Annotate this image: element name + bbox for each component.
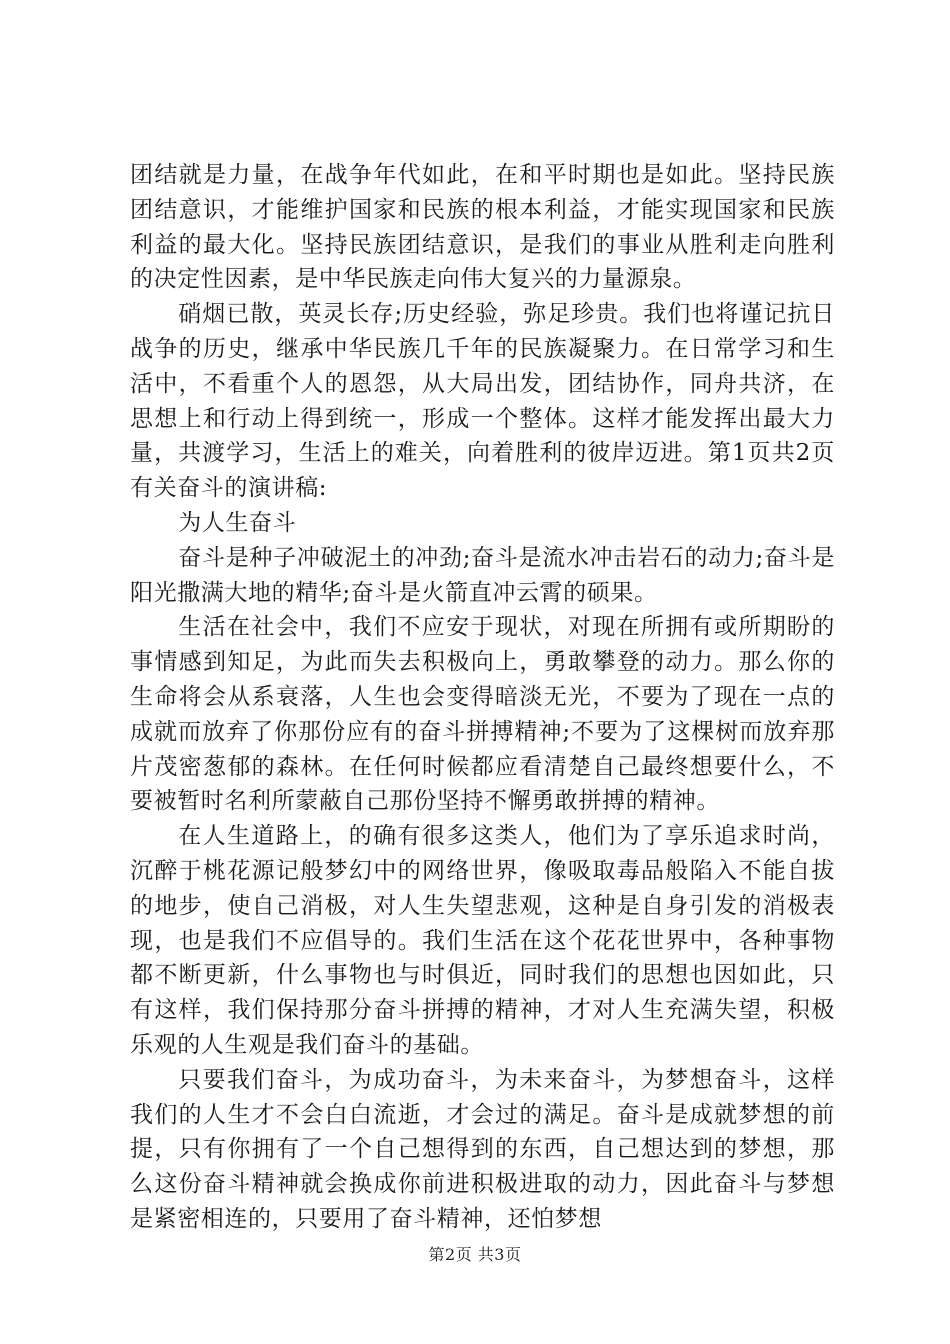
page-number-footer: 第2页 共3页 [428, 1245, 522, 1264]
section-title: 为人生奋斗 [178, 509, 297, 536]
body-text [130, 158, 835, 1237]
paragraph-3: 奋斗是种子冲破泥土的冲劲;奋斗是流水冲击岩石的动力;奋斗是阳光撒满大地的精华;奋斗是火箭直冲云霄的硕果。 [130, 544, 835, 606]
paragraph-4: 生活在社会中，我们不应安于现状，对现在所拥有或所期盼的事情感到知足，为此而失去积极向上，勇敢攀登的动力。那么你的生命将会从系衰落，人生也会变得暗淡无光，不要为了现在一点的成就而放弃了你那份应有的奋斗拼搏精神;不要为了这棵树而放弃那片茂密葱郁的森林。在任何时候都应看清楚自己最终想要什么，不要被暂时名利所蒙蔽自己那份坚持不懈勇敢拼搏的精神。 [130, 614, 835, 815]
paragraph-1: 团结就是力量，在战争年代如此，在和平时期也是如此。坚持民族团结意识，才能维护国家和民族的根本利益，才能实现国家和民族利益的最大化。坚持民族团结意识，是我们的事业从胜利走向胜利的决定性因素，是中华民族走向伟大复兴的力量源泉。 [130, 162, 835, 293]
paragraph-5: 在人生道路上，的确有很多这类人，他们为了享乐追求时尚，沉醉于桃花源记般梦幻中的网络世界，像吸取毒品般陷入不能自拔的地步，使自己消极，对人生失望悲观，这种是自身引发的消极表现，也是我们不应倡导的。我们生活在这个花花世界中，各种事物都不断更新，什么事物也与时俱近，同时我们的思想也因如此，只有这样，我们保持那分奋斗拼搏的精神，才对人生充满失望，积极乐观的人生观是我们奋斗的基础。 [130, 823, 835, 1058]
paragraph-6: 只要我们奋斗，为成功奋斗，为未来奋斗，为梦想奋斗，这样我们的人生才不会白白流逝，才会过的满足。奋斗是成就梦想的前提，只有你拥有了一个自己想得到的东西，自己想达到的梦想，那么这份奋斗精神就会换成你前进积极进取的动力，因此奋斗与梦想是紧密相连的，只要用了奋斗精神，还怕梦想 [130, 1066, 835, 1232]
paragraph-2: 硝烟已散，英灵长存;历史经验，弥足珍贵。我们也将谨记抗日战争的历史，继承中华民族几千年的民族凝聚力。在日常学习和生活中，不看重个人的恩怨，从大局出发，团结协作，同舟共济，在思想上和行动上得到统一，形成一个整体。这样才能发挥出最大力量，共渡学习，生活上的难关，向着胜利的彼岸迈进。第1页共2页有关奋斗的演讲稿: [130, 301, 835, 502]
